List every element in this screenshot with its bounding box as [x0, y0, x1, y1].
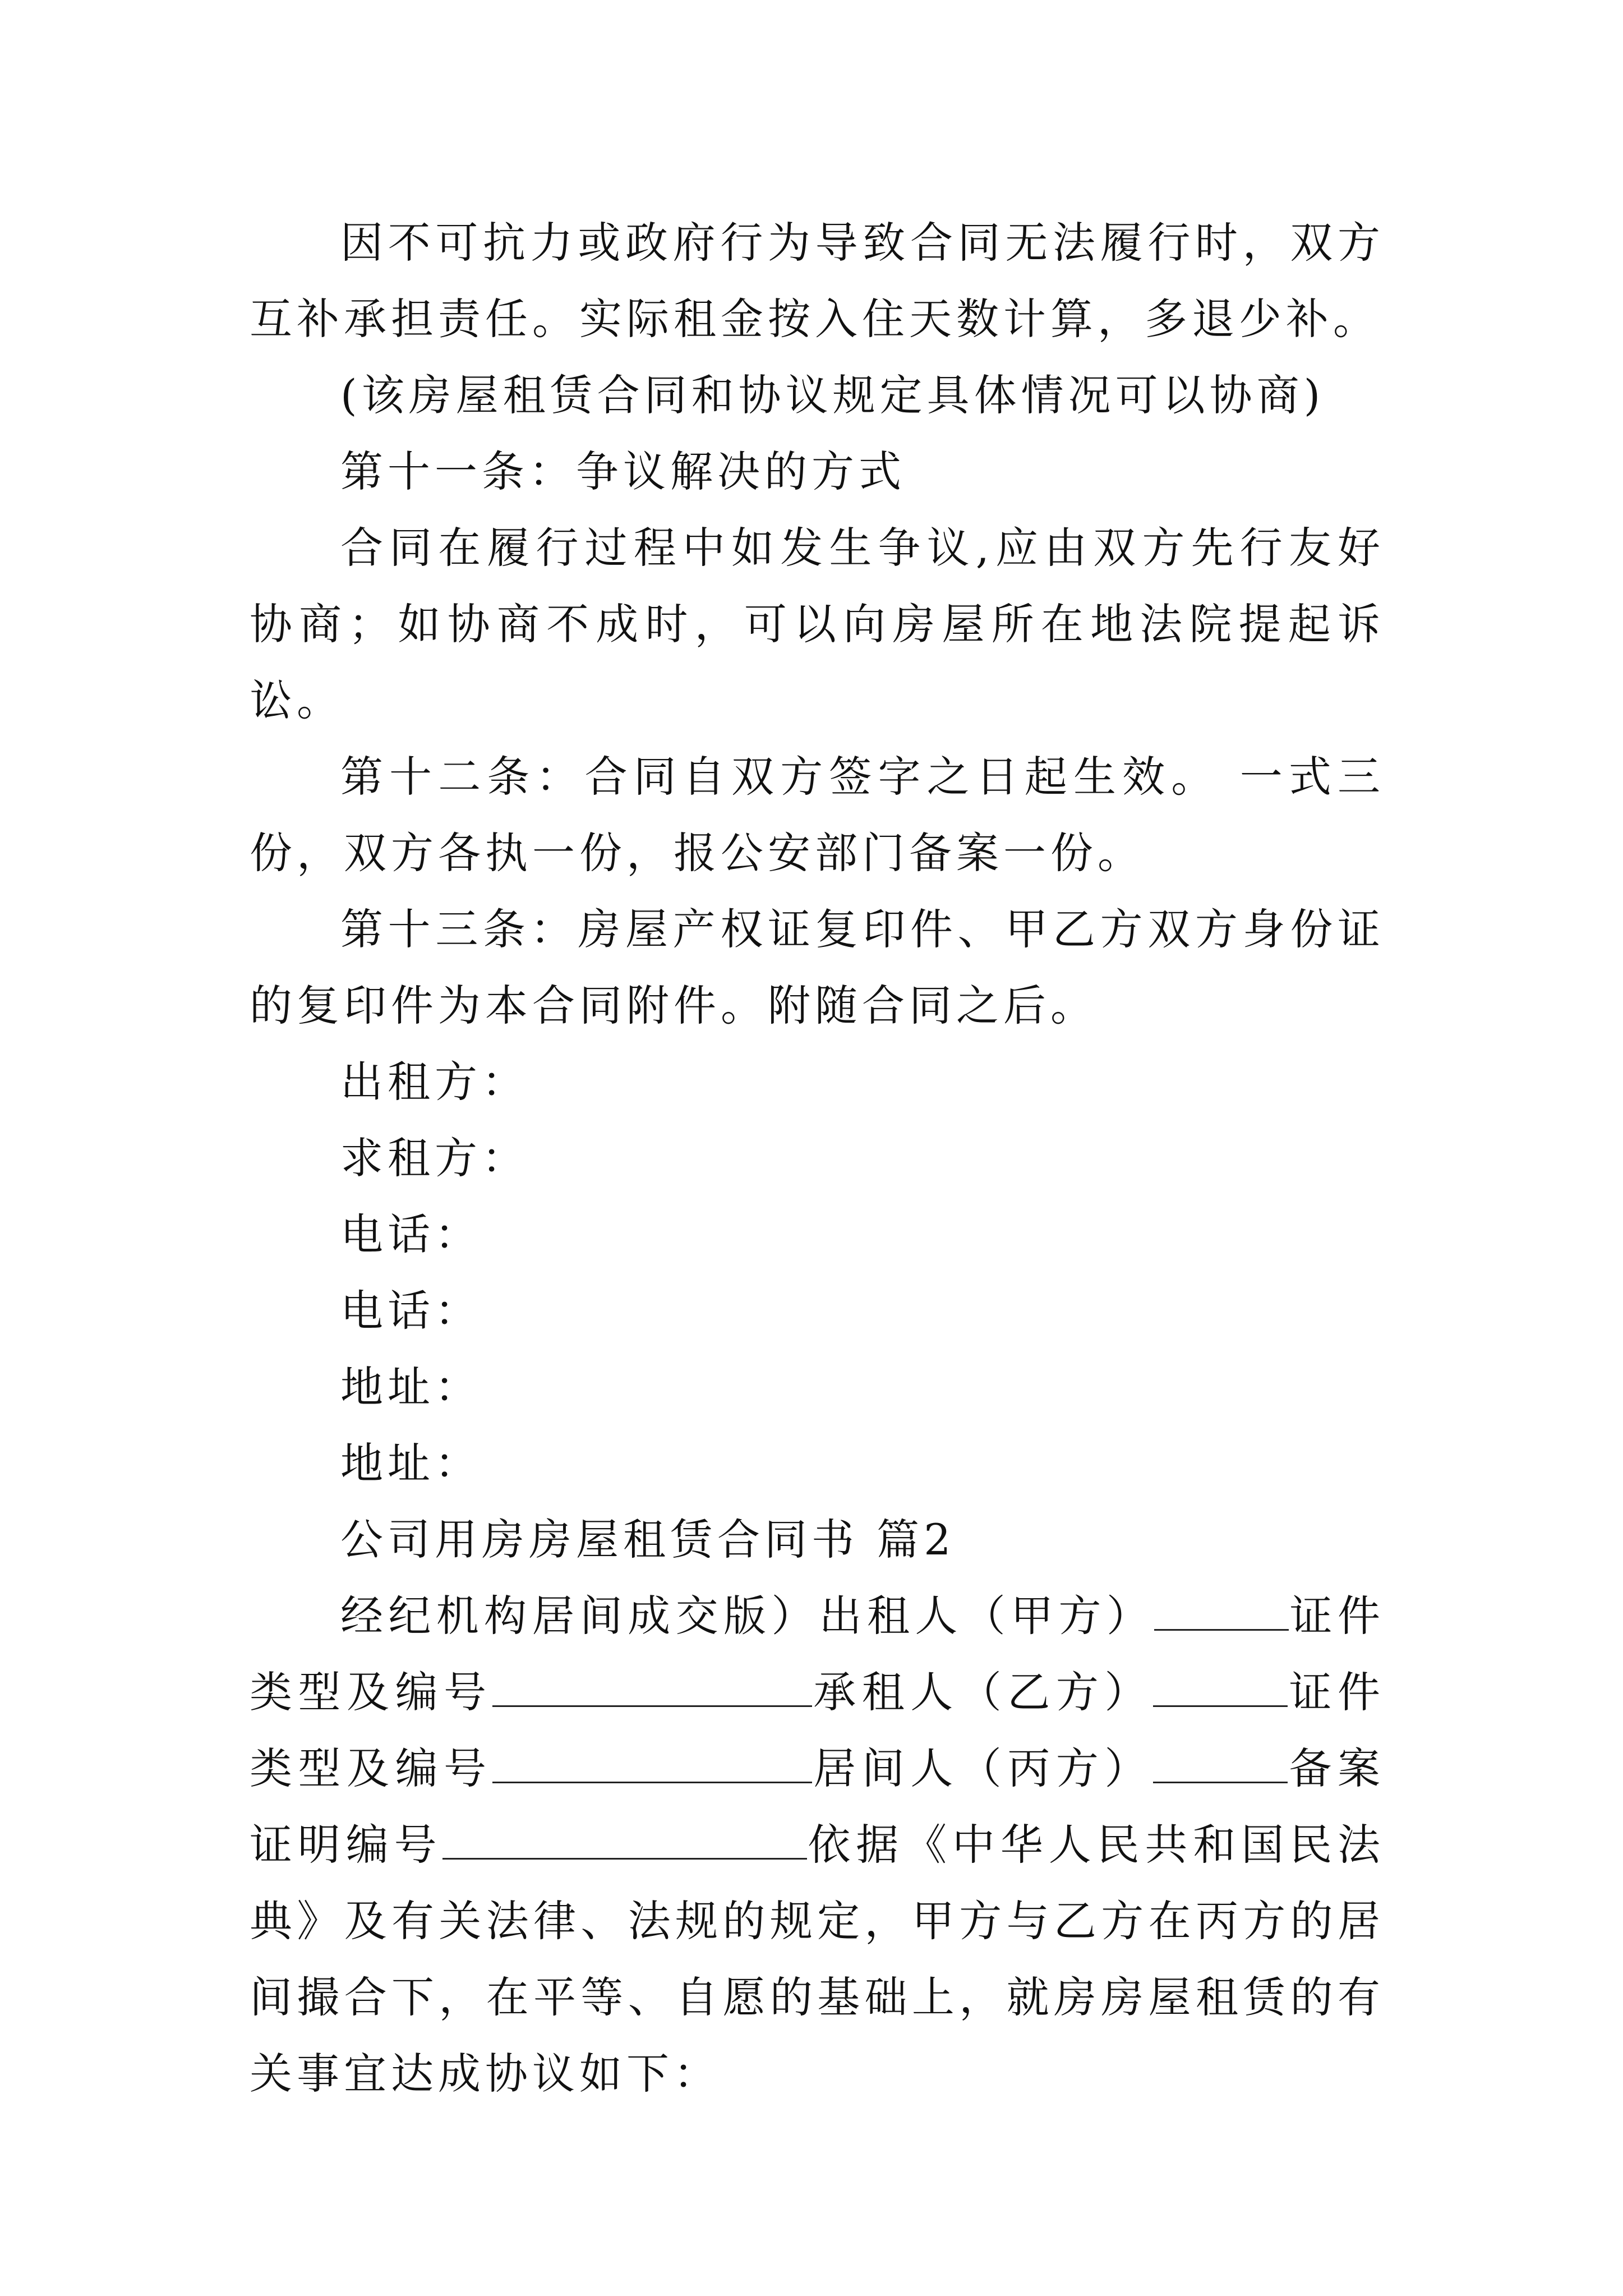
- article-13-paragraph: 第十三条：房屋产权证复印件、甲乙方双方身份证的复印件为本合同附件。附随合同之后。: [250, 904, 1385, 1030]
- blank-broker-name: [1153, 1747, 1288, 1783]
- document-body: [250, 205, 1385, 2112]
- signature-field-lessor: 出租方：: [340, 1057, 529, 1107]
- signature-field-phone-2: 电话：: [340, 1286, 482, 1336]
- intro-lessee-label: 承租人（乙方）: [811, 1667, 1153, 1717]
- signature-field-lessee: 求租方：: [340, 1133, 529, 1183]
- intro-legal-basis: 依据《中华人民共和国民法典》及有关法律、法规的规定，甲方与乙方在丙方的居间撮合下，在平等、自愿的基础上，就房房屋租赁的有关事宜达成协议如下：: [250, 1820, 1385, 2099]
- article-12-paragraph: 第十二条：合同自双方签字之日起生效。 一式三份，双方各执一份，报公安部门备案一份。: [250, 752, 1385, 878]
- intro-lessor-label: 经纪机构居间成交版）出租人（甲方）: [340, 1591, 1155, 1641]
- paragraph-negotiable-note: (该房屋租赁合同和协议规定具体情况可以协商): [340, 370, 1325, 420]
- signature-field-address-2: 地址：: [340, 1438, 482, 1488]
- blank-lessee-id: [492, 1747, 812, 1783]
- blank-filing-number: [442, 1823, 807, 1860]
- blank-lessor-id: [492, 1671, 812, 1707]
- intro-broker-label: 居间人（丙方）: [811, 1743, 1153, 1793]
- paragraph-force-majeure: 因不可抗力或政府行为导致合同无法履行时，双方互补承担责任。实际租金按入住天数计算，多退少补。: [250, 218, 1385, 344]
- section-heading: 公司用房房屋租赁合同书 篇2: [340, 1515, 956, 1565]
- blank-lessee-name: [1153, 1671, 1288, 1707]
- blank-lessor-name: [1154, 1594, 1289, 1631]
- paragraph-dispute-resolution: 合同在履行过程中如发生争议,应由双方先行友好协商；如协商不成时，可以向房屋所在地法院提起诉讼。: [250, 523, 1385, 725]
- intro-lessor-id-label: 证件类型及编号: [250, 1591, 1385, 1717]
- intro-lessee-id-label: 证件类型及编号: [250, 1667, 1385, 1793]
- intro-filing-label: 备案证明编号: [250, 1743, 1385, 1870]
- signature-field-phone-1: 电话：: [340, 1209, 482, 1259]
- signature-field-address-1: 地址：: [340, 1362, 482, 1412]
- contract-intro-paragraph: [250, 1578, 1385, 2112]
- article-11-heading: 第十一条：争议解决的方式: [340, 447, 906, 496]
